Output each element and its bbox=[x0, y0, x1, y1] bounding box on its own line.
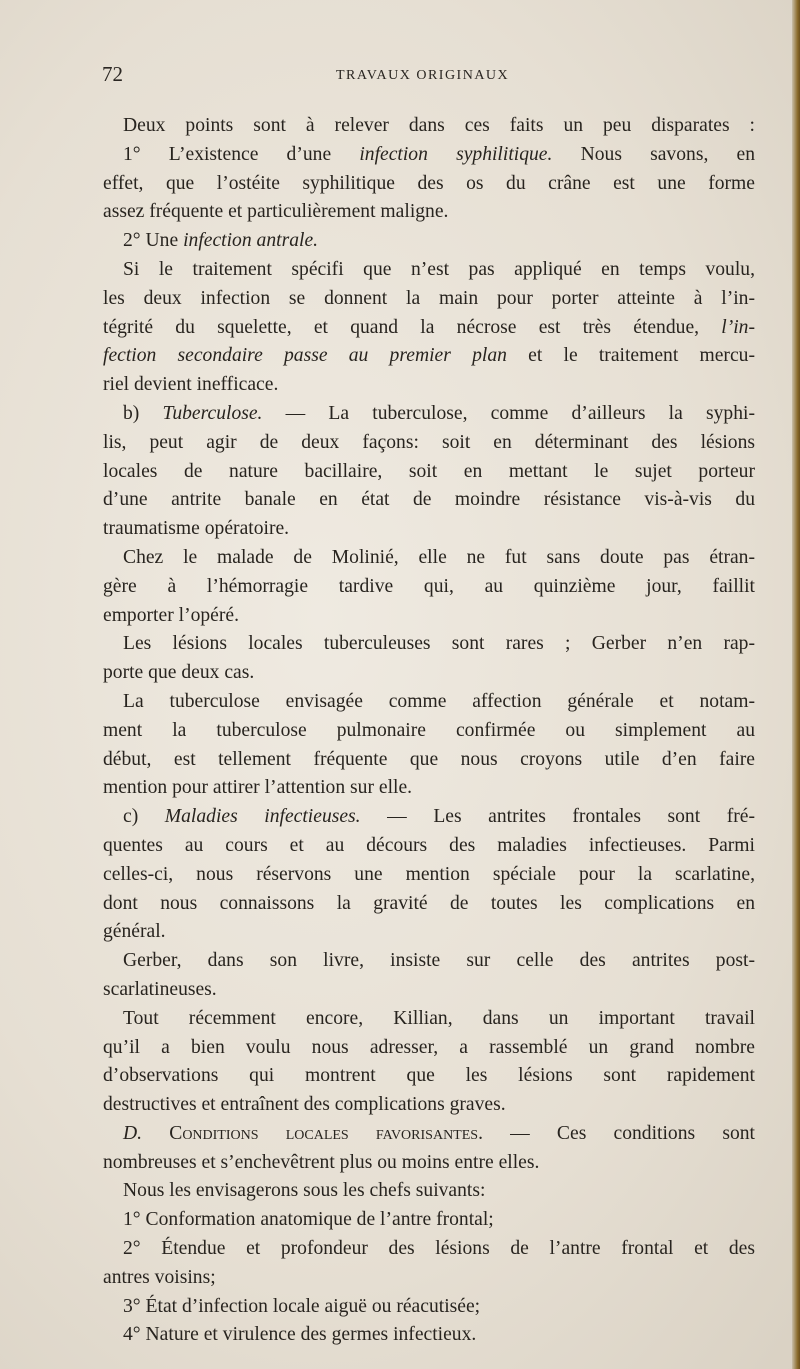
text-segment: nombreuses et s’enchevêtrent plus ou moins entre elles. bbox=[103, 1151, 540, 1173]
italic-text: Tuberculose. bbox=[162, 402, 263, 424]
text-segment: lis, peut agir de deux façons: soit en déterminant des lésions bbox=[103, 431, 755, 453]
page-number: 72 bbox=[102, 62, 123, 86]
text-segment: b) bbox=[123, 402, 163, 424]
text-segment: d’observations qui montrent que les lésions sont rapidement bbox=[103, 1065, 755, 1087]
text-segment: gère à l’hémorragie tardive qui, au quinzième jour, faillit bbox=[103, 575, 755, 597]
text-segment: et le traitement mercu- bbox=[506, 345, 755, 367]
text-segment bbox=[142, 1123, 169, 1144]
text-line bbox=[103, 1005, 755, 1034]
text-line bbox=[103, 602, 755, 631]
text-segment: Deux points sont à relever dans ces faits un peu disparates : bbox=[123, 115, 755, 136]
text-line bbox=[103, 746, 755, 775]
text-segment: 3° État d’infection locale aiguë ou réacutisée; bbox=[123, 1295, 481, 1317]
text-line bbox=[103, 918, 755, 947]
text-line bbox=[103, 976, 755, 1005]
text-line bbox=[103, 342, 755, 371]
text-segment: Si le traitement spécifi que n’est pas appliqué en temps voulu, bbox=[123, 258, 755, 280]
text-line bbox=[103, 630, 755, 659]
text-segment: emporter l’opéré. bbox=[103, 604, 239, 626]
text-line bbox=[103, 717, 755, 746]
text-line bbox=[103, 1149, 755, 1178]
page-edge bbox=[792, 0, 800, 1369]
text-segment: qu’il a bien voulu nous adresser, a rassemblé un grand nombre bbox=[103, 1036, 755, 1058]
text-segment: antres voisins; bbox=[103, 1266, 216, 1288]
text-segment: celles-ci, nous réservons une mention spéciale pour la scarlatine, bbox=[103, 863, 755, 885]
text-segment: 1° L’existence d’une bbox=[123, 143, 360, 165]
text-segment: dont nous connaissons la gravité de toutes les complications en bbox=[103, 892, 755, 914]
text-line bbox=[103, 544, 755, 573]
text-line bbox=[103, 1177, 755, 1206]
text-line bbox=[103, 1120, 755, 1149]
text-segment: Nous savons, en bbox=[552, 143, 756, 165]
text-line bbox=[103, 198, 755, 227]
text-line bbox=[103, 314, 755, 343]
text-line bbox=[103, 400, 755, 429]
italic-text: infection antrale. bbox=[183, 230, 319, 252]
text-segment: porte que deux cas. bbox=[103, 662, 255, 684]
text-segment: mention pour attirer l’attention sur elle. bbox=[103, 777, 413, 799]
text-segment: 2° Une bbox=[123, 230, 184, 252]
text-segment: — Les antrites frontales sont fré- bbox=[360, 806, 756, 828]
text-line bbox=[103, 1293, 755, 1322]
text-line bbox=[103, 256, 755, 285]
text-segment: 2° Étendue et profondeur des lésions de l’antre frontal et des bbox=[123, 1238, 755, 1260]
italic-text: D. bbox=[123, 1122, 143, 1144]
italic-text: Maladies infectieuses. bbox=[164, 806, 361, 828]
text-line bbox=[103, 227, 755, 256]
text-line bbox=[103, 1034, 755, 1063]
text-line bbox=[103, 458, 755, 487]
text-line bbox=[103, 1235, 755, 1264]
text-segment: ment la tuberculose pulmonaire confirmée ou simplement au bbox=[103, 719, 755, 741]
text-segment: Gerber, dans son livre, insiste sur celle des antrites post- bbox=[123, 950, 755, 972]
text-line bbox=[103, 1091, 755, 1120]
text-line bbox=[103, 573, 755, 602]
text-segment: d’une antrite banale en état de moindre résistance vis-à-vis du bbox=[103, 489, 755, 511]
text-segment: — Ces conditions sont bbox=[482, 1122, 755, 1144]
text-line bbox=[103, 515, 755, 544]
text-line bbox=[103, 112, 755, 141]
text-segment: riel devient inefficace. bbox=[103, 374, 279, 396]
text-line bbox=[103, 1264, 755, 1293]
text-line bbox=[103, 1321, 755, 1350]
text-line bbox=[103, 285, 755, 314]
text-line bbox=[103, 659, 755, 688]
text-line bbox=[103, 890, 755, 919]
text-line bbox=[103, 1206, 755, 1235]
italic-text: l’in- bbox=[721, 316, 755, 338]
text-line bbox=[103, 803, 755, 832]
text-segment: les deux infection se donnent la main pour porter atteinte à l’in- bbox=[103, 287, 755, 309]
text-segment: Nous les envisagerons sous les chefs suivants: bbox=[123, 1180, 486, 1202]
text-segment: locales de nature bacillaire, soit en mettant le sujet porteur bbox=[103, 460, 755, 482]
text-line bbox=[103, 688, 755, 717]
text-line bbox=[103, 774, 755, 803]
body-text bbox=[103, 112, 755, 1350]
small-caps-text: Conditions locales favorisantes. bbox=[169, 1122, 483, 1144]
text-segment: scarlatineuses. bbox=[103, 978, 217, 1000]
text-segment: Les lésions locales tuberculeuses sont rares ; Gerber n’en rap- bbox=[123, 633, 755, 655]
text-segment: tégrité du squelette, et quand la nécrose est très étendue, bbox=[103, 316, 722, 338]
text-segment: destructives et entraînent des complications graves. bbox=[103, 1094, 506, 1116]
italic-text: fection secondaire passe au premier plan bbox=[103, 345, 507, 367]
page-header bbox=[0, 62, 800, 92]
text-segment: traumatisme opératoire. bbox=[103, 518, 290, 540]
text-segment: assez fréquente et particulièrement maligne. bbox=[103, 201, 449, 223]
italic-text: infection syphilitique. bbox=[359, 143, 553, 165]
text-line bbox=[103, 947, 755, 976]
text-line bbox=[103, 832, 755, 861]
running-head: TRAVAUX ORIGINAUX bbox=[336, 68, 510, 83]
text-segment: Chez le malade de Molinié, elle ne fut sans doute pas étran- bbox=[123, 546, 755, 568]
text-line bbox=[103, 141, 755, 170]
text-segment: 1° Conformation anatomique de l’antre frontal; bbox=[123, 1209, 494, 1231]
text-line bbox=[103, 371, 755, 400]
text-segment: quentes au cours et au décours des maladies infectieuses. Parmi bbox=[103, 834, 755, 856]
text-segment: La tuberculose envisagée comme affection générale et notam- bbox=[123, 690, 755, 712]
text-line bbox=[103, 429, 755, 458]
text-line bbox=[103, 170, 755, 199]
text-segment: 4° Nature et virulence des germes infectieux. bbox=[123, 1324, 477, 1346]
text-segment: début, est tellement fréquente que nous croyons utile d’en faire bbox=[103, 748, 755, 770]
text-line bbox=[103, 861, 755, 890]
text-segment: général. bbox=[103, 921, 166, 943]
text-segment: — La tuberculose, comme d’ailleurs la syphi- bbox=[262, 402, 755, 424]
text-segment: c) bbox=[123, 806, 165, 828]
text-segment: Tout récemment encore, Killian, dans un important travail bbox=[123, 1007, 755, 1029]
text-segment: effet, que l’ostéite syphilitique des os du crâne est une forme bbox=[103, 172, 755, 194]
text-line bbox=[103, 1062, 755, 1091]
text-line bbox=[103, 486, 755, 515]
